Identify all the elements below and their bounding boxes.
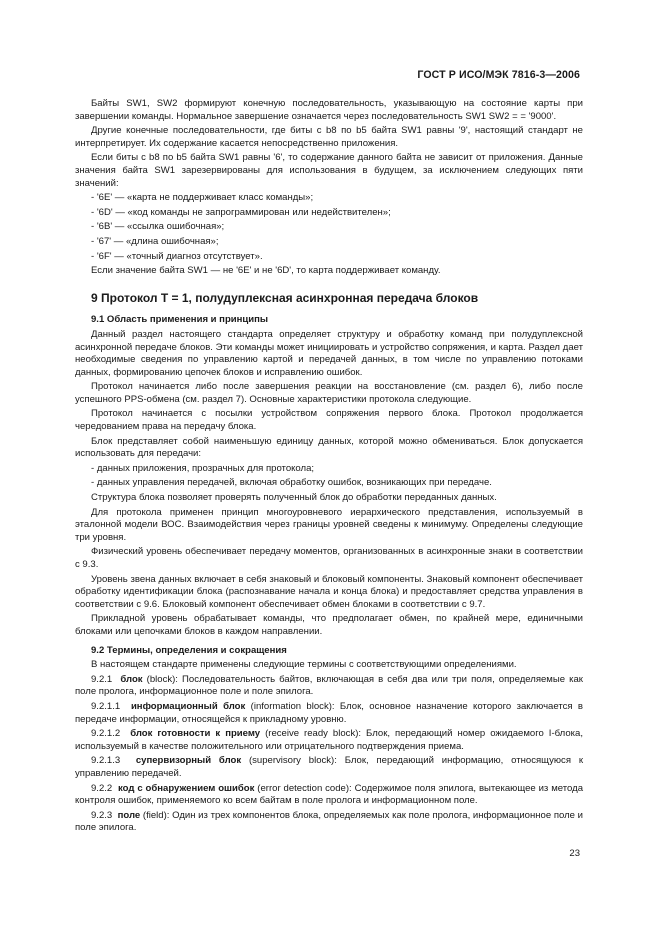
term-number: 9.2.1.3	[91, 755, 121, 767]
term-definition	[75, 674, 583, 699]
paragraph: Если значение байта SW1 — не '6E' и не '6D', то карта поддерживает команду.	[91, 265, 441, 277]
term-definition	[75, 701, 583, 726]
list-item: - '67' — «длина ошибочная»;	[91, 235, 219, 247]
term-text: (receive ready block): Блок, передающий номер ожидаемого I-блока, используемый в качестве положительного или отрицательного подтверждения приема.	[75, 728, 583, 752]
paragraph: Байты SW1, SW2 формируют конечную последовательность, указывающую на состояние карты при завершении команды. Нормальное завершение означается через последовательность SW1 SW2 = = '9000'.	[75, 98, 583, 122]
term-text: (error detection code): Содержимое поля эпилога, вытекающее из метода контроля ошибок, применяемого ко всем байтам в поле пролога и информационном поле.	[75, 782, 584, 807]
list-item: - '6E' — «карта не поддерживает класс команды»;	[91, 192, 314, 204]
paragraph: Физический уровень обеспечивает передачу моментов, организованных в асинхронные знаки в соответствии с 9.3.	[75, 546, 583, 570]
paragraph: Для протокола применен принцип многоуровневого иерархического представления, используемый в эталонной модели ВОС. Взаимодействия через границы уровней сведены к минимуму. Определены следующие три уровня.	[75, 506, 583, 543]
document-header: ГОСТ Р ИСО/МЭК 7816-3—2006	[417, 69, 580, 81]
term-definition	[75, 810, 583, 835]
paragraph: Данный раздел настоящего стандарта определяет структуру и обработку команд при полудуплексной асинхронной передаче блоков. Эти команды может инициировать и устройство сопряжения, и карта. Раздел дает необходимые сведения по управлению картой и передачей данных, в том числе по управлению потоками данных, формированию цепочек блоков и исправлению ошибок.	[75, 328, 583, 378]
term-definition	[75, 755, 583, 780]
term-name: код с обнаружением ошибок	[118, 782, 255, 794]
term-text: (block): Последовательность байтов, включающая в себя два или три поля, определяемые как поле пролога, информационное поле и поле эпилога.	[75, 673, 583, 698]
term-definition	[75, 783, 583, 808]
paragraph: Протокол начинается либо после завершения реакции на восстановление (см. раздел 6), либо после успешного PPS-обмена (см. раздел 7). Основные характеристики протокола следующие.	[75, 381, 583, 405]
list-item: - данных приложения, прозрачных для протокола;	[91, 462, 315, 474]
term-text: (field): Один из трех компонентов блока, определяемых как поле пролога, информационное поле и поле эпилога.	[75, 809, 584, 834]
paragraph: Если биты с b8 по b5 байта SW1 равны '6', то содержание данного байта не зависит от приложения. Данные значения байта SW1 зарезервированы для использования в будущем, за исключением следующих пяти значений:	[75, 152, 583, 189]
paragraph: Структура блока позволяет проверять полученный блок до обработки переданных данных.	[91, 492, 497, 504]
term-name: блок готовности к приему	[130, 728, 261, 740]
paragraph: Другие конечные последовательности, где биты с b8 по b5 байта SW1 равны '9', настоящий стандарт не интерпретирует. Их содержание касается непосредственно приложения.	[75, 125, 583, 149]
term-definition	[75, 728, 583, 753]
term-number: 9.2.1.1	[91, 700, 121, 712]
term-name: блок	[120, 673, 143, 685]
paragraph: Уровень звена данных включает в себя знаковый и блоковый компоненты. Знаковый компонент обеспечивает обработку идентификации блока (распознавание начала и конца блока) и предоставляет средства управления в соответствии с 9.6. Блоковый компонент обеспечивает обмен блоками в соответствии с 9.7.	[75, 573, 583, 610]
term-text: (supervisory block): Блок, передающий информацию, относящуюся к управлению передачей.	[75, 755, 583, 779]
paragraph: Протокол начинается с посылки устройством сопряжения первого блока. Протокол продолжается чередованием права на передачу блока.	[75, 408, 583, 433]
subsection-title: 9.2 Термины, определения и сокращения	[91, 644, 287, 656]
term-name: поле	[117, 809, 141, 821]
paragraph: Прикладной уровень обрабатывает команды, что предполагает обмен, по крайней мере, единичными блоками или цепочками блоков в каждом направлении.	[75, 613, 583, 637]
paragraph: Блок представляет собой наименьшую единицу данных, которой можно обмениваться. Блок допускается использовать для передачи:	[75, 435, 583, 460]
paragraph: В настоящем стандарте применены следующие термины с соответствующими определениями.	[91, 659, 517, 671]
list-item: - данных управления передачей, включая обработку ошибок, возникающих при передаче.	[91, 477, 492, 489]
term-number: 9.2.3	[91, 809, 113, 821]
term-text: (information block): Блок, основное назначение которого заключается в передаче информации, относящейся к прикладному уровню.	[75, 700, 583, 725]
term-name: супервизорный блок	[135, 755, 242, 767]
list-item: - '6B' — «ссылка ошибочная»;	[91, 221, 225, 233]
term-number: 9.2.1.2	[91, 728, 121, 740]
list-item: - '6D' — «код команды не запрограммирован или недействителен»;	[91, 206, 391, 218]
subsection-title: 9.1 Область применения и принципы	[91, 314, 269, 326]
term-number: 9.2.1	[91, 673, 113, 685]
term-name: информационный блок	[130, 700, 246, 712]
page-number: 23	[569, 848, 580, 859]
page-content	[75, 98, 583, 837]
term-number: 9.2.2	[91, 782, 113, 794]
section-title: 9 Протокол Т = 1, полудуплексная асинхронная передача блоков	[91, 290, 479, 305]
list-item: - '6F' — «точный диагноз отсутствует».	[91, 250, 263, 262]
